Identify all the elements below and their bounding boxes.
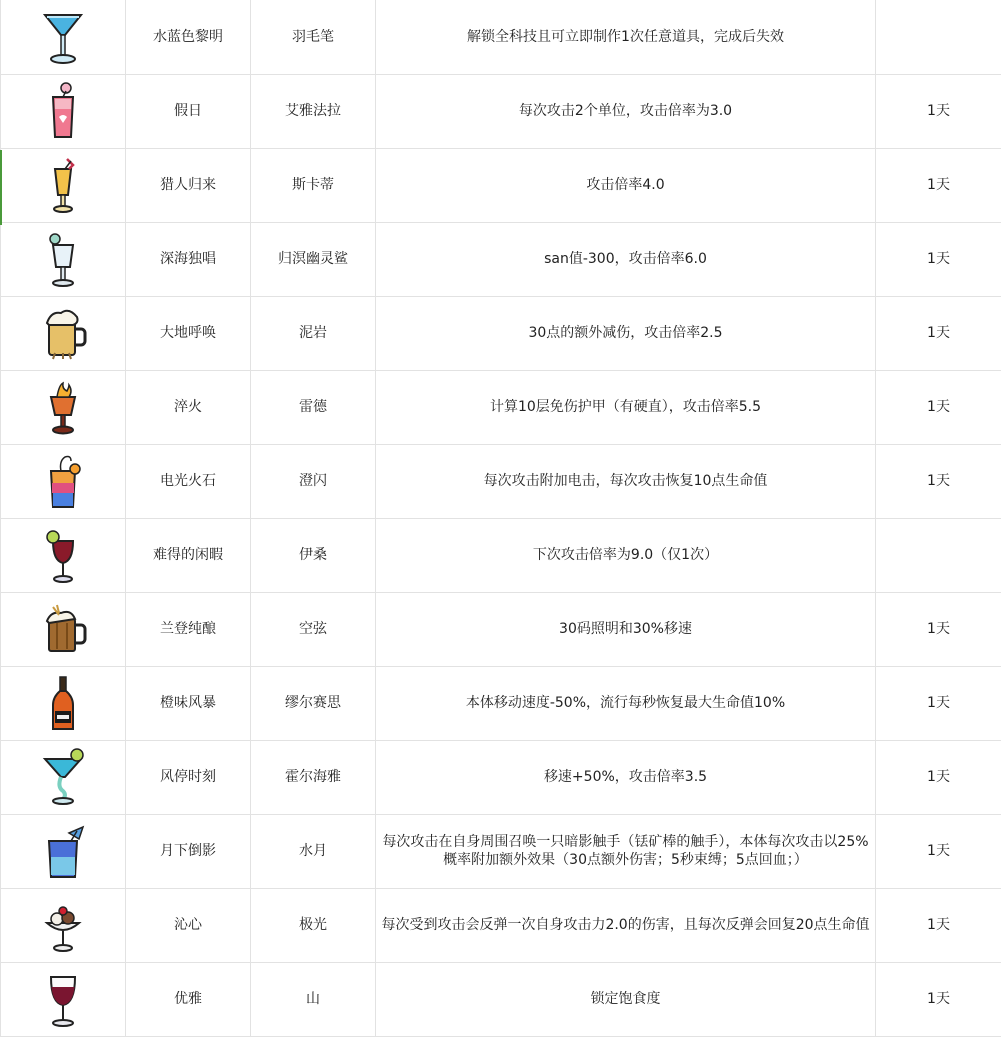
drink-name-cell bbox=[126, 814, 251, 888]
character-name-cell bbox=[251, 814, 376, 888]
character-name: 霍尔海雅 bbox=[285, 769, 341, 785]
drink-name: 优雅 bbox=[174, 991, 202, 1007]
drink-name: 风停时刻 bbox=[160, 769, 216, 785]
duration-cell bbox=[876, 222, 1001, 296]
duration: 1天 bbox=[927, 325, 950, 341]
effect-text-cell bbox=[376, 148, 876, 222]
character-name-cell bbox=[251, 592, 376, 666]
duration: 1天 bbox=[927, 103, 950, 119]
effect-text-cell bbox=[376, 370, 876, 444]
character-name-cell bbox=[251, 74, 376, 148]
duration: 1天 bbox=[927, 621, 950, 637]
drink-image-cell bbox=[1, 962, 126, 1036]
table-row bbox=[1, 592, 1001, 666]
effect-text: 攻击倍率4.0 bbox=[586, 177, 665, 193]
duration-cell bbox=[876, 148, 1001, 222]
drink-image-cell bbox=[1, 814, 126, 888]
drink-name: 深海独唱 bbox=[160, 251, 216, 267]
drink-name-cell bbox=[126, 296, 251, 370]
effect-text: 每次攻击附加电击，每次攻击恢复10点生命值 bbox=[483, 473, 768, 489]
drink-name: 橙味风暴 bbox=[160, 695, 216, 711]
drink-name-cell bbox=[126, 74, 251, 148]
table-row bbox=[1, 444, 1001, 518]
effect-text: 锁定饱食度 bbox=[590, 991, 661, 1007]
character-name-cell bbox=[251, 888, 376, 962]
duration: 1天 bbox=[927, 991, 950, 1007]
table-row bbox=[1, 962, 1001, 1036]
drink-name-cell bbox=[126, 962, 251, 1036]
wooden-beer-mug-icon bbox=[33, 597, 93, 661]
duration: 1天 bbox=[927, 769, 950, 785]
effect-text-cell bbox=[376, 74, 876, 148]
table-row bbox=[1, 888, 1001, 962]
effect-text-cell bbox=[376, 296, 876, 370]
layered-cocktail-icon bbox=[33, 449, 93, 513]
drink-image-cell bbox=[1, 74, 126, 148]
character-name-cell bbox=[251, 444, 376, 518]
character-name: 极光 bbox=[299, 917, 327, 933]
character-name-cell bbox=[251, 222, 376, 296]
duration-cell bbox=[876, 814, 1001, 888]
duration-cell bbox=[876, 518, 1001, 592]
effect-text: 计算10层免伤护甲（有硬直），攻击倍率5.5 bbox=[489, 399, 762, 415]
drink-name: 沁心 bbox=[174, 917, 202, 933]
duration-cell bbox=[876, 370, 1001, 444]
table-row bbox=[1, 148, 1001, 222]
table-row bbox=[1, 518, 1001, 592]
effect-text-cell bbox=[376, 222, 876, 296]
effect-text: 下次攻击倍率为9.0（仅1次） bbox=[532, 547, 719, 563]
duration-cell bbox=[876, 962, 1001, 1036]
duration-cell bbox=[876, 888, 1001, 962]
character-name: 羽毛笔 bbox=[292, 28, 334, 45]
effect-text-cell bbox=[376, 666, 876, 740]
effect-text: 移速+50%，攻击倍率3.5 bbox=[543, 769, 708, 785]
blue-margarita-glass-icon bbox=[33, 5, 93, 69]
drink-image-cell bbox=[1, 296, 126, 370]
duration-cell bbox=[876, 296, 1001, 370]
drink-name-cell bbox=[126, 666, 251, 740]
drink-name: 月下倒影 bbox=[160, 843, 216, 859]
effect-text: 30点的额外减伤，攻击倍率2.5 bbox=[528, 325, 723, 341]
drink-image-cell bbox=[1, 518, 126, 592]
character-name-cell bbox=[251, 962, 376, 1036]
effect-text: san值-300，攻击倍率6.0 bbox=[544, 251, 707, 267]
effect-text: 解锁全科技且可立即制作1次任意道具，完成后失效 bbox=[467, 28, 784, 45]
ice-cream-sundae-icon bbox=[33, 893, 93, 957]
effect-text: 本体移动速度-50%，流行每秒恢复最大生命值10% bbox=[465, 695, 786, 711]
table-row bbox=[1, 666, 1001, 740]
table-row bbox=[1, 370, 1001, 444]
drink-image-cell bbox=[1, 148, 126, 222]
character-name-cell bbox=[251, 296, 376, 370]
character-name: 艾雅法拉 bbox=[285, 103, 341, 119]
white-cocktail-glass-icon bbox=[33, 227, 93, 291]
table-row bbox=[1, 814, 1001, 888]
drink-image-cell bbox=[1, 592, 126, 666]
drink-image-cell bbox=[1, 444, 126, 518]
duration-cell bbox=[876, 592, 1001, 666]
character-name-cell bbox=[251, 0, 376, 74]
effect-text-cell bbox=[376, 518, 876, 592]
drink-name: 水蓝色黎明 bbox=[153, 28, 223, 45]
table-row bbox=[1, 0, 1001, 74]
table-row bbox=[1, 74, 1001, 148]
drink-image-cell bbox=[1, 0, 126, 74]
effect-text-cell bbox=[376, 888, 876, 962]
drink-name-cell bbox=[126, 0, 251, 74]
duration: 1天 bbox=[927, 473, 950, 489]
effect-text-cell bbox=[376, 962, 876, 1036]
drink-image-cell bbox=[1, 222, 126, 296]
effect-text-cell bbox=[376, 740, 876, 814]
orange-bottle-icon bbox=[33, 671, 93, 735]
duration-cell bbox=[876, 74, 1001, 148]
duration-cell bbox=[876, 740, 1001, 814]
character-name-cell bbox=[251, 370, 376, 444]
cyan-margarita-glass-icon bbox=[33, 745, 93, 809]
character-name: 山 bbox=[306, 991, 320, 1007]
character-name: 水月 bbox=[299, 843, 327, 859]
pink-tall-glass-icon bbox=[33, 79, 93, 143]
drink-name-cell bbox=[126, 370, 251, 444]
drink-image-cell bbox=[1, 370, 126, 444]
yellow-flute-glass-icon bbox=[33, 153, 93, 217]
character-name: 斯卡蒂 bbox=[292, 177, 334, 193]
duration: 1天 bbox=[927, 843, 950, 859]
drink-name-cell bbox=[126, 222, 251, 296]
blue-tumbler-umbrella-icon bbox=[33, 819, 93, 883]
character-name: 归溟幽灵鲨 bbox=[278, 251, 348, 267]
character-name-cell bbox=[251, 148, 376, 222]
duration-cell bbox=[876, 0, 1001, 74]
duration: 1天 bbox=[927, 177, 950, 193]
character-name: 澄闪 bbox=[299, 473, 327, 489]
row-accent-bar bbox=[0, 150, 2, 225]
character-name-cell bbox=[251, 518, 376, 592]
drink-name: 假日 bbox=[174, 103, 202, 119]
drink-name: 淬火 bbox=[174, 399, 202, 415]
character-name: 空弦 bbox=[299, 621, 327, 637]
drink-name: 电光火石 bbox=[160, 473, 216, 489]
effect-text-cell bbox=[376, 0, 876, 74]
drink-name-cell bbox=[126, 740, 251, 814]
drink-name-cell bbox=[126, 592, 251, 666]
character-name-cell bbox=[251, 740, 376, 814]
drink-name-cell bbox=[126, 888, 251, 962]
effect-text: 30码照明和30%移速 bbox=[559, 621, 692, 637]
flaming-goblet-icon bbox=[33, 375, 93, 439]
character-name: 泥岩 bbox=[299, 325, 327, 341]
table-row bbox=[1, 296, 1001, 370]
duration: 1天 bbox=[927, 917, 950, 933]
effect-text-cell bbox=[376, 814, 876, 888]
character-name: 伊桑 bbox=[299, 547, 327, 563]
drink-image-cell bbox=[1, 740, 126, 814]
duration-cell bbox=[876, 666, 1001, 740]
drink-image-cell bbox=[1, 666, 126, 740]
drink-name-cell bbox=[126, 518, 251, 592]
drink-image-cell bbox=[1, 888, 126, 962]
duration: 1天 bbox=[927, 695, 950, 711]
dark-wine-glass-icon bbox=[33, 967, 93, 1031]
duration-cell bbox=[876, 444, 1001, 518]
drink-name: 难得的闲暇 bbox=[153, 547, 223, 563]
drink-name-cell bbox=[126, 444, 251, 518]
effect-text: 每次攻击在自身周围召唤一只暗影触手（铥矿棒的触手），本体每次攻击以25%概率附加额外效果（30点额外伤害；5秒束缚；5点回血；） bbox=[382, 834, 869, 868]
drink-name-cell bbox=[126, 148, 251, 222]
effect-text: 每次攻击2个单位，攻击倍率为3.0 bbox=[518, 103, 733, 119]
effect-text: 每次受到攻击会反弹一次自身攻击力2.0的伤害，且每次反弹会回复20点生命值 bbox=[381, 917, 870, 933]
red-wine-glass-lime-icon bbox=[33, 523, 93, 587]
drink-name: 兰登纯酿 bbox=[160, 621, 216, 637]
table-row bbox=[1, 222, 1001, 296]
table-row bbox=[1, 740, 1001, 814]
effect-text-cell bbox=[376, 444, 876, 518]
character-name: 缪尔赛思 bbox=[285, 695, 341, 711]
foamy-beer-mug-icon bbox=[33, 301, 93, 365]
character-name: 雷德 bbox=[299, 399, 327, 415]
drink-name: 大地呼唤 bbox=[160, 325, 216, 341]
duration: 1天 bbox=[927, 399, 950, 415]
duration: 1天 bbox=[927, 251, 950, 267]
character-name-cell bbox=[251, 666, 376, 740]
drink-name: 猎人归来 bbox=[160, 177, 216, 193]
effect-text-cell bbox=[376, 592, 876, 666]
